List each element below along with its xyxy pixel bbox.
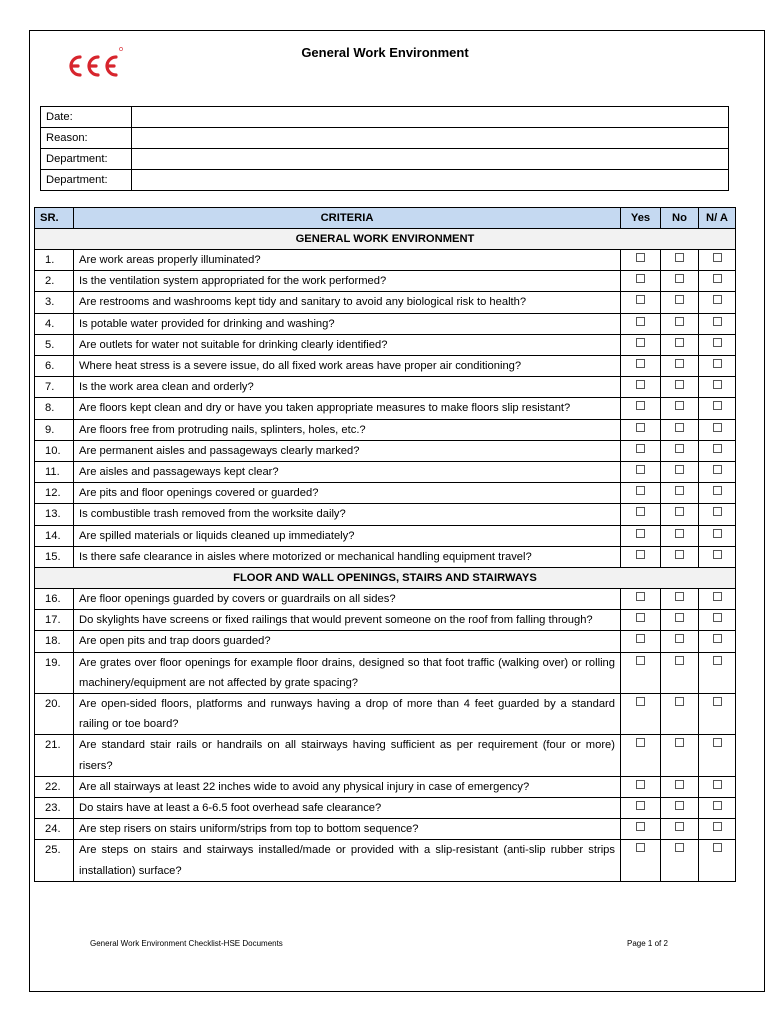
checkbox-na[interactable]: [713, 529, 722, 538]
cell-yes: [621, 735, 661, 776]
checkbox-yes[interactable]: [636, 822, 645, 831]
cell-yes: [621, 840, 661, 881]
table-row: [35, 440, 736, 461]
criteria-question: Are work areas properly illuminated?: [74, 250, 621, 271]
criteria-question: Are floors free from protruding nails, splinters, holes, etc.?: [74, 419, 621, 440]
table-row: [35, 483, 736, 504]
table-row: [35, 525, 736, 546]
cell-na: [699, 419, 736, 440]
checkbox-na[interactable]: [713, 550, 722, 559]
checkbox-na[interactable]: [713, 253, 722, 262]
checkbox-no[interactable]: [675, 738, 684, 747]
table-row: [35, 546, 736, 567]
checkbox-na[interactable]: [713, 338, 722, 347]
row-number: 15.: [35, 546, 74, 567]
info-label: Department:: [41, 170, 132, 191]
checkbox-no[interactable]: [675, 822, 684, 831]
checkbox-na[interactable]: [713, 444, 722, 453]
cell-yes: [621, 334, 661, 355]
cell-yes: [621, 462, 661, 483]
table-row: [35, 398, 736, 419]
table-row: [35, 271, 736, 292]
table-row: [35, 377, 736, 398]
cell-na: [699, 398, 736, 419]
criteria-header: CRITERIA: [74, 208, 621, 229]
row-number: 10.: [35, 440, 74, 461]
table-row: [35, 589, 736, 610]
criteria-question: Are steps on stairs and stairways installed/made or provided with a slip-resistant (anti-slip rubber strips installation) surface?: [74, 840, 621, 881]
cell-no: [661, 798, 699, 819]
row-number: 6.: [35, 356, 74, 377]
info-table: [40, 106, 729, 191]
checkbox-yes[interactable]: [636, 843, 645, 852]
cell-na: [699, 250, 736, 271]
cell-no: [661, 652, 699, 693]
checkbox-na[interactable]: [713, 423, 722, 432]
criteria-question: Is potable water provided for drinking and washing?: [74, 313, 621, 334]
cell-na: [699, 440, 736, 461]
cell-na: [699, 525, 736, 546]
row-number: 20.: [35, 694, 74, 735]
row-number: 8.: [35, 398, 74, 419]
checkbox-na[interactable]: [713, 465, 722, 474]
criteria-question: Do skylights have screens or fixed railings that would prevent someone on the roof from falling through?: [74, 610, 621, 631]
cell-yes: [621, 546, 661, 567]
section-header-row: [35, 568, 736, 589]
row-number: 1.: [35, 250, 74, 271]
cell-no: [661, 356, 699, 377]
cell-yes: [621, 440, 661, 461]
cell-yes: [621, 694, 661, 735]
criteria-question: Is combustible trash removed from the worksite daily?: [74, 504, 621, 525]
cell-yes: [621, 610, 661, 631]
checkbox-yes[interactable]: [636, 380, 645, 389]
row-number: 24.: [35, 819, 74, 840]
cell-na: [699, 652, 736, 693]
cell-no: [661, 525, 699, 546]
checkbox-no[interactable]: [675, 465, 684, 474]
info-value-field[interactable]: [132, 128, 729, 149]
checkbox-no[interactable]: [675, 486, 684, 495]
document-title: General Work Environment: [301, 45, 469, 60]
checkbox-yes[interactable]: [636, 423, 645, 432]
cell-yes: [621, 398, 661, 419]
criteria-question: Are all stairways at least 22 inches wide to avoid any physical injury in case of emergency?: [74, 776, 621, 797]
table-row: [35, 419, 736, 440]
company-logo: [66, 46, 126, 84]
criteria-question: Is the ventilation system appropriated for the work performed?: [74, 271, 621, 292]
cell-na: [699, 334, 736, 355]
checkbox-no[interactable]: [675, 338, 684, 347]
row-number: 4.: [35, 313, 74, 334]
checkbox-no[interactable]: [675, 529, 684, 538]
cell-yes: [621, 313, 661, 334]
cell-no: [661, 440, 699, 461]
checkbox-yes[interactable]: [636, 656, 645, 665]
table-row: [35, 798, 736, 819]
criteria-question: Are spilled materials or liquids cleaned up immediately?: [74, 525, 621, 546]
row-number: 9.: [35, 419, 74, 440]
cell-na: [699, 483, 736, 504]
cell-na: [699, 377, 736, 398]
checkbox-no[interactable]: [675, 380, 684, 389]
cell-no: [661, 250, 699, 271]
cell-no: [661, 546, 699, 567]
cell-na: [699, 819, 736, 840]
info-label: Department:: [41, 149, 132, 170]
cell-na: [699, 631, 736, 652]
section-title: GENERAL WORK ENVIRONMENT: [35, 229, 736, 250]
cell-na: [699, 694, 736, 735]
na-header: N/ A: [699, 208, 736, 229]
footer-document-name: General Work Environment Checklist-HSE Documents: [90, 939, 283, 948]
checkbox-yes[interactable]: [636, 359, 645, 368]
cell-no: [661, 735, 699, 776]
checkbox-no[interactable]: [675, 444, 684, 453]
cell-yes: [621, 250, 661, 271]
table-row: [35, 250, 736, 271]
table-row: [35, 504, 736, 525]
checkbox-yes[interactable]: [636, 274, 645, 283]
section-title: FLOOR AND WALL OPENINGS, STAIRS AND STAIRWAYS: [35, 568, 736, 589]
cell-no: [661, 840, 699, 881]
checkbox-no[interactable]: [675, 401, 684, 410]
info-value-field[interactable]: [132, 170, 729, 191]
criteria-question: Are permanent aisles and passageways clearly marked?: [74, 440, 621, 461]
checkbox-na[interactable]: [713, 486, 722, 495]
cell-no: [661, 483, 699, 504]
checkbox-yes[interactable]: [636, 295, 645, 304]
checkbox-no[interactable]: [675, 423, 684, 432]
checkbox-yes[interactable]: [636, 592, 645, 601]
cell-na: [699, 735, 736, 776]
cell-na: [699, 462, 736, 483]
row-number: 19.: [35, 652, 74, 693]
row-number: 17.: [35, 610, 74, 631]
checkbox-no[interactable]: [675, 507, 684, 516]
checkbox-na[interactable]: [713, 507, 722, 516]
row-number: 12.: [35, 483, 74, 504]
cell-no: [661, 334, 699, 355]
info-label: Date:: [41, 107, 132, 128]
table-row: [35, 819, 736, 840]
checkbox-na[interactable]: [713, 380, 722, 389]
cell-na: [699, 589, 736, 610]
checkbox-no[interactable]: [675, 656, 684, 665]
checkbox-no[interactable]: [675, 317, 684, 326]
table-row: [35, 735, 736, 776]
row-number: 18.: [35, 631, 74, 652]
table-row: [35, 652, 736, 693]
checkbox-no[interactable]: [675, 253, 684, 262]
table-row: [35, 610, 736, 631]
checkbox-yes[interactable]: [636, 338, 645, 347]
table-header-row: [35, 208, 736, 229]
checkbox-na[interactable]: [713, 613, 722, 622]
cell-no: [661, 610, 699, 631]
table-row: [35, 694, 736, 735]
checkbox-yes[interactable]: [636, 697, 645, 706]
checkbox-na[interactable]: [713, 822, 722, 831]
checkbox-yes[interactable]: [636, 780, 645, 789]
row-number: 14.: [35, 525, 74, 546]
checkbox-no[interactable]: [675, 295, 684, 304]
checkbox-no[interactable]: [675, 843, 684, 852]
cell-na: [699, 798, 736, 819]
table-row: [35, 292, 736, 313]
criteria-question: Are open pits and trap doors guarded?: [74, 631, 621, 652]
checkbox-na[interactable]: [713, 317, 722, 326]
row-number: 22.: [35, 776, 74, 797]
checkbox-na[interactable]: [713, 697, 722, 706]
cell-yes: [621, 589, 661, 610]
checkbox-yes[interactable]: [636, 529, 645, 538]
checkbox-na[interactable]: [713, 843, 722, 852]
cell-na: [699, 313, 736, 334]
cell-no: [661, 776, 699, 797]
checkbox-yes[interactable]: [636, 401, 645, 410]
cell-no: [661, 398, 699, 419]
checkbox-yes[interactable]: [636, 317, 645, 326]
cell-no: [661, 313, 699, 334]
cell-yes: [621, 356, 661, 377]
checkbox-na[interactable]: [713, 656, 722, 665]
criteria-question: Are step risers on stairs uniform/strips from top to bottom sequence?: [74, 819, 621, 840]
cell-yes: [621, 504, 661, 525]
cell-yes: [621, 776, 661, 797]
cell-yes: [621, 525, 661, 546]
checkbox-na[interactable]: [713, 592, 722, 601]
row-number: 23.: [35, 798, 74, 819]
table-row: [35, 840, 736, 881]
cell-na: [699, 271, 736, 292]
checkbox-yes[interactable]: [636, 465, 645, 474]
checkbox-na[interactable]: [713, 780, 722, 789]
row-number: 16.: [35, 589, 74, 610]
cell-no: [661, 589, 699, 610]
cell-na: [699, 546, 736, 567]
table-row: [35, 356, 736, 377]
table-row: [35, 462, 736, 483]
criteria-question: Are open-sided floors, platforms and runways having a drop of more than 4 feet guarded by a standard railing or toe board?: [74, 694, 621, 735]
cell-no: [661, 271, 699, 292]
criteria-question: Do stairs have at least a 6-6.5 foot overhead safe clearance?: [74, 798, 621, 819]
checkbox-no[interactable]: [675, 780, 684, 789]
checkbox-yes[interactable]: [636, 253, 645, 262]
footer-page-number: Page 1 of 2: [627, 939, 668, 948]
checkbox-yes[interactable]: [636, 550, 645, 559]
checkbox-no[interactable]: [675, 550, 684, 559]
checkbox-yes[interactable]: [636, 486, 645, 495]
criteria-question: Are pits and floor openings covered or guarded?: [74, 483, 621, 504]
table-row: [35, 313, 736, 334]
cell-no: [661, 419, 699, 440]
criteria-table: [34, 207, 736, 882]
checkbox-yes[interactable]: [636, 613, 645, 622]
table-row: [35, 776, 736, 797]
info-value-field[interactable]: [132, 149, 729, 170]
cell-yes: [621, 377, 661, 398]
checkbox-yes[interactable]: [636, 507, 645, 516]
cell-yes: [621, 292, 661, 313]
cell-na: [699, 292, 736, 313]
info-label: Reason:: [41, 128, 132, 149]
cell-na: [699, 840, 736, 881]
cell-yes: [621, 419, 661, 440]
checkbox-no[interactable]: [675, 613, 684, 622]
cell-yes: [621, 271, 661, 292]
yes-header: Yes: [621, 208, 661, 229]
row-number: 3.: [35, 292, 74, 313]
cell-no: [661, 631, 699, 652]
cell-no: [661, 292, 699, 313]
checkbox-na[interactable]: [713, 295, 722, 304]
checkbox-no[interactable]: [675, 359, 684, 368]
checkbox-na[interactable]: [713, 401, 722, 410]
sr-header: SR.: [35, 208, 74, 229]
cell-na: [699, 356, 736, 377]
table-row: [35, 334, 736, 355]
checkbox-na[interactable]: [713, 634, 722, 643]
checkbox-na[interactable]: [713, 274, 722, 283]
cell-yes: [621, 483, 661, 504]
cell-no: [661, 694, 699, 735]
checkbox-na[interactable]: [713, 738, 722, 747]
criteria-question: Is the work area clean and orderly?: [74, 377, 621, 398]
criteria-question: Are standard stair rails or handrails on all stairways having sufficient as per requirement (four or more) risers?: [74, 735, 621, 776]
info-row: [41, 107, 729, 128]
info-value-field[interactable]: [132, 107, 729, 128]
row-number: 7.: [35, 377, 74, 398]
cell-yes: [621, 631, 661, 652]
row-number: 5.: [35, 334, 74, 355]
checkbox-no[interactable]: [675, 634, 684, 643]
cell-na: [699, 504, 736, 525]
checkbox-na[interactable]: [713, 359, 722, 368]
info-row: [41, 149, 729, 170]
checkbox-no[interactable]: [675, 592, 684, 601]
criteria-question: Where heat stress is a severe issue, do all fixed work areas have proper air conditioning?: [74, 356, 621, 377]
checkbox-yes[interactable]: [636, 738, 645, 747]
section-header-row: [35, 229, 736, 250]
cell-yes: [621, 798, 661, 819]
row-number: 21.: [35, 735, 74, 776]
cell-na: [699, 776, 736, 797]
row-number: 2.: [35, 271, 74, 292]
checkbox-yes[interactable]: [636, 801, 645, 810]
criteria-question: Is there safe clearance in aisles where motorized or mechanical handling equipment travel?: [74, 546, 621, 567]
checkbox-na[interactable]: [713, 801, 722, 810]
row-number: 25.: [35, 840, 74, 881]
criteria-question: Are outlets for water not suitable for drinking clearly identified?: [74, 334, 621, 355]
checkbox-no[interactable]: [675, 801, 684, 810]
table-row: [35, 631, 736, 652]
row-number: 11.: [35, 462, 74, 483]
cell-yes: [621, 819, 661, 840]
cell-yes: [621, 652, 661, 693]
no-header: No: [661, 208, 699, 229]
cell-no: [661, 462, 699, 483]
criteria-question: Are floors kept clean and dry or have you taken appropriate measures to make floors slip resistant?: [74, 398, 621, 419]
checkbox-no[interactable]: [675, 697, 684, 706]
checkbox-yes[interactable]: [636, 444, 645, 453]
criteria-question: Are restrooms and washrooms kept tidy and sanitary to avoid any biological risk to health?: [74, 292, 621, 313]
criteria-question: Are grates over floor openings for example floor drains, designed so that foot traffic (walking over) or rolling machinery/equipment are not affected by grate spacing?: [74, 652, 621, 693]
cell-na: [699, 610, 736, 631]
info-row: [41, 128, 729, 149]
row-number: 13.: [35, 504, 74, 525]
info-row: [41, 170, 729, 191]
checkbox-yes[interactable]: [636, 634, 645, 643]
cell-no: [661, 819, 699, 840]
cell-no: [661, 377, 699, 398]
criteria-question: Are aisles and passageways kept clear?: [74, 462, 621, 483]
criteria-question: Are floor openings guarded by covers or guardrails on all sides?: [74, 589, 621, 610]
checkbox-no[interactable]: [675, 274, 684, 283]
cell-no: [661, 504, 699, 525]
